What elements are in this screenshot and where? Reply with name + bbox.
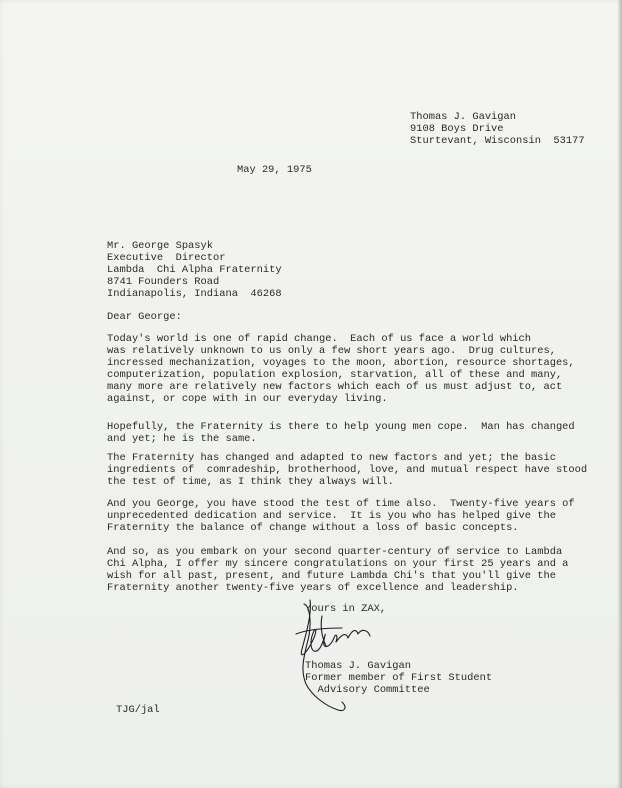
paragraph-line: computerization, population explosion, starvation, all of these and many, — [107, 369, 563, 381]
paragraph-line: wish for all past, present, and future Lambda Chi's that you'll give the — [107, 570, 556, 582]
signer-name: Thomas J. Gavigan — [305, 660, 412, 672]
recipient-city: Indianapolis, Indiana 46268 — [107, 288, 282, 300]
paragraph-line: The Fraternity has changed and adapted to new factors and yet; the basic — [107, 452, 556, 464]
letter-date: May 29, 1975 — [237, 164, 312, 176]
signer-committee: Advisory Committee — [305, 684, 430, 696]
paragraph-1 — [107, 333, 575, 405]
sender-city: Sturtevant, Wisconsin 53177 — [410, 135, 585, 147]
paragraph-line: Fraternity the balance of change without a loss of basic concepts. — [107, 522, 519, 534]
sender-street: 9108 Boys Drive — [410, 123, 504, 135]
paragraph-line: Hopefully, the Fraternity is there to help young men cope. Man has changed — [107, 421, 575, 433]
paragraph-line: and yet; he is the same. — [107, 433, 257, 445]
paragraph-line: And so, as you embark on your second quarter-century of service to Lambda — [107, 546, 563, 558]
paragraph-line: Fraternity another twenty-five years of excellence and leadership. — [107, 582, 519, 594]
paragraph-line: incressed mechanization, voyages to the moon, abortion, resource shortages, — [107, 357, 575, 369]
paragraph-line: Today's world is one of rapid change. Each of us face a world which — [107, 333, 532, 345]
paragraph-line: unprecedented dedication and service. It is you who has helped give the — [107, 510, 556, 522]
paragraph-line: against, or cope with in our everyday living. — [107, 393, 388, 405]
paragraph-line: And you George, you have stood the test of time also. Twenty-five years of — [107, 498, 575, 510]
closing: Yours in ZAX, — [305, 603, 387, 615]
paragraph-3 — [107, 452, 587, 488]
paragraph-5 — [107, 546, 568, 594]
paragraph-4 — [107, 498, 575, 534]
paragraph-line: the test of time, as I think they always will. — [107, 476, 394, 488]
salutation: Dear George: — [107, 311, 182, 323]
page-edge-shadow — [617, 0, 622, 788]
recipient-name: Mr. George Spasyk — [107, 240, 214, 252]
sender-address — [410, 111, 585, 147]
paragraph-line: many more are relatively new factors which each of us must adjust to, act — [107, 381, 563, 393]
reference-initials: TJG/jal — [116, 704, 160, 716]
recipient-address — [107, 240, 282, 300]
paragraph-line: was relatively unknown to us only a few short years ago. Drug cultures, — [107, 345, 556, 357]
paragraph-line: ingredients of comradeship, brotherhood, love, and mutual respect have stood — [107, 464, 588, 476]
recipient-street: 8741 Founders Road — [107, 276, 220, 288]
paragraph-2 — [107, 421, 575, 445]
sender-name: Thomas J. Gavigan — [410, 111, 517, 123]
paragraph-line: Chi Alpha, I offer my sincere congratulations on your first 25 years and a — [107, 558, 569, 570]
signer-role: Former member of First Student — [305, 672, 493, 684]
recipient-title: Executive Director — [107, 252, 226, 264]
recipient-organization: Lambda Chi Alpha Fraternity — [107, 264, 282, 276]
signature-block — [305, 660, 492, 696]
